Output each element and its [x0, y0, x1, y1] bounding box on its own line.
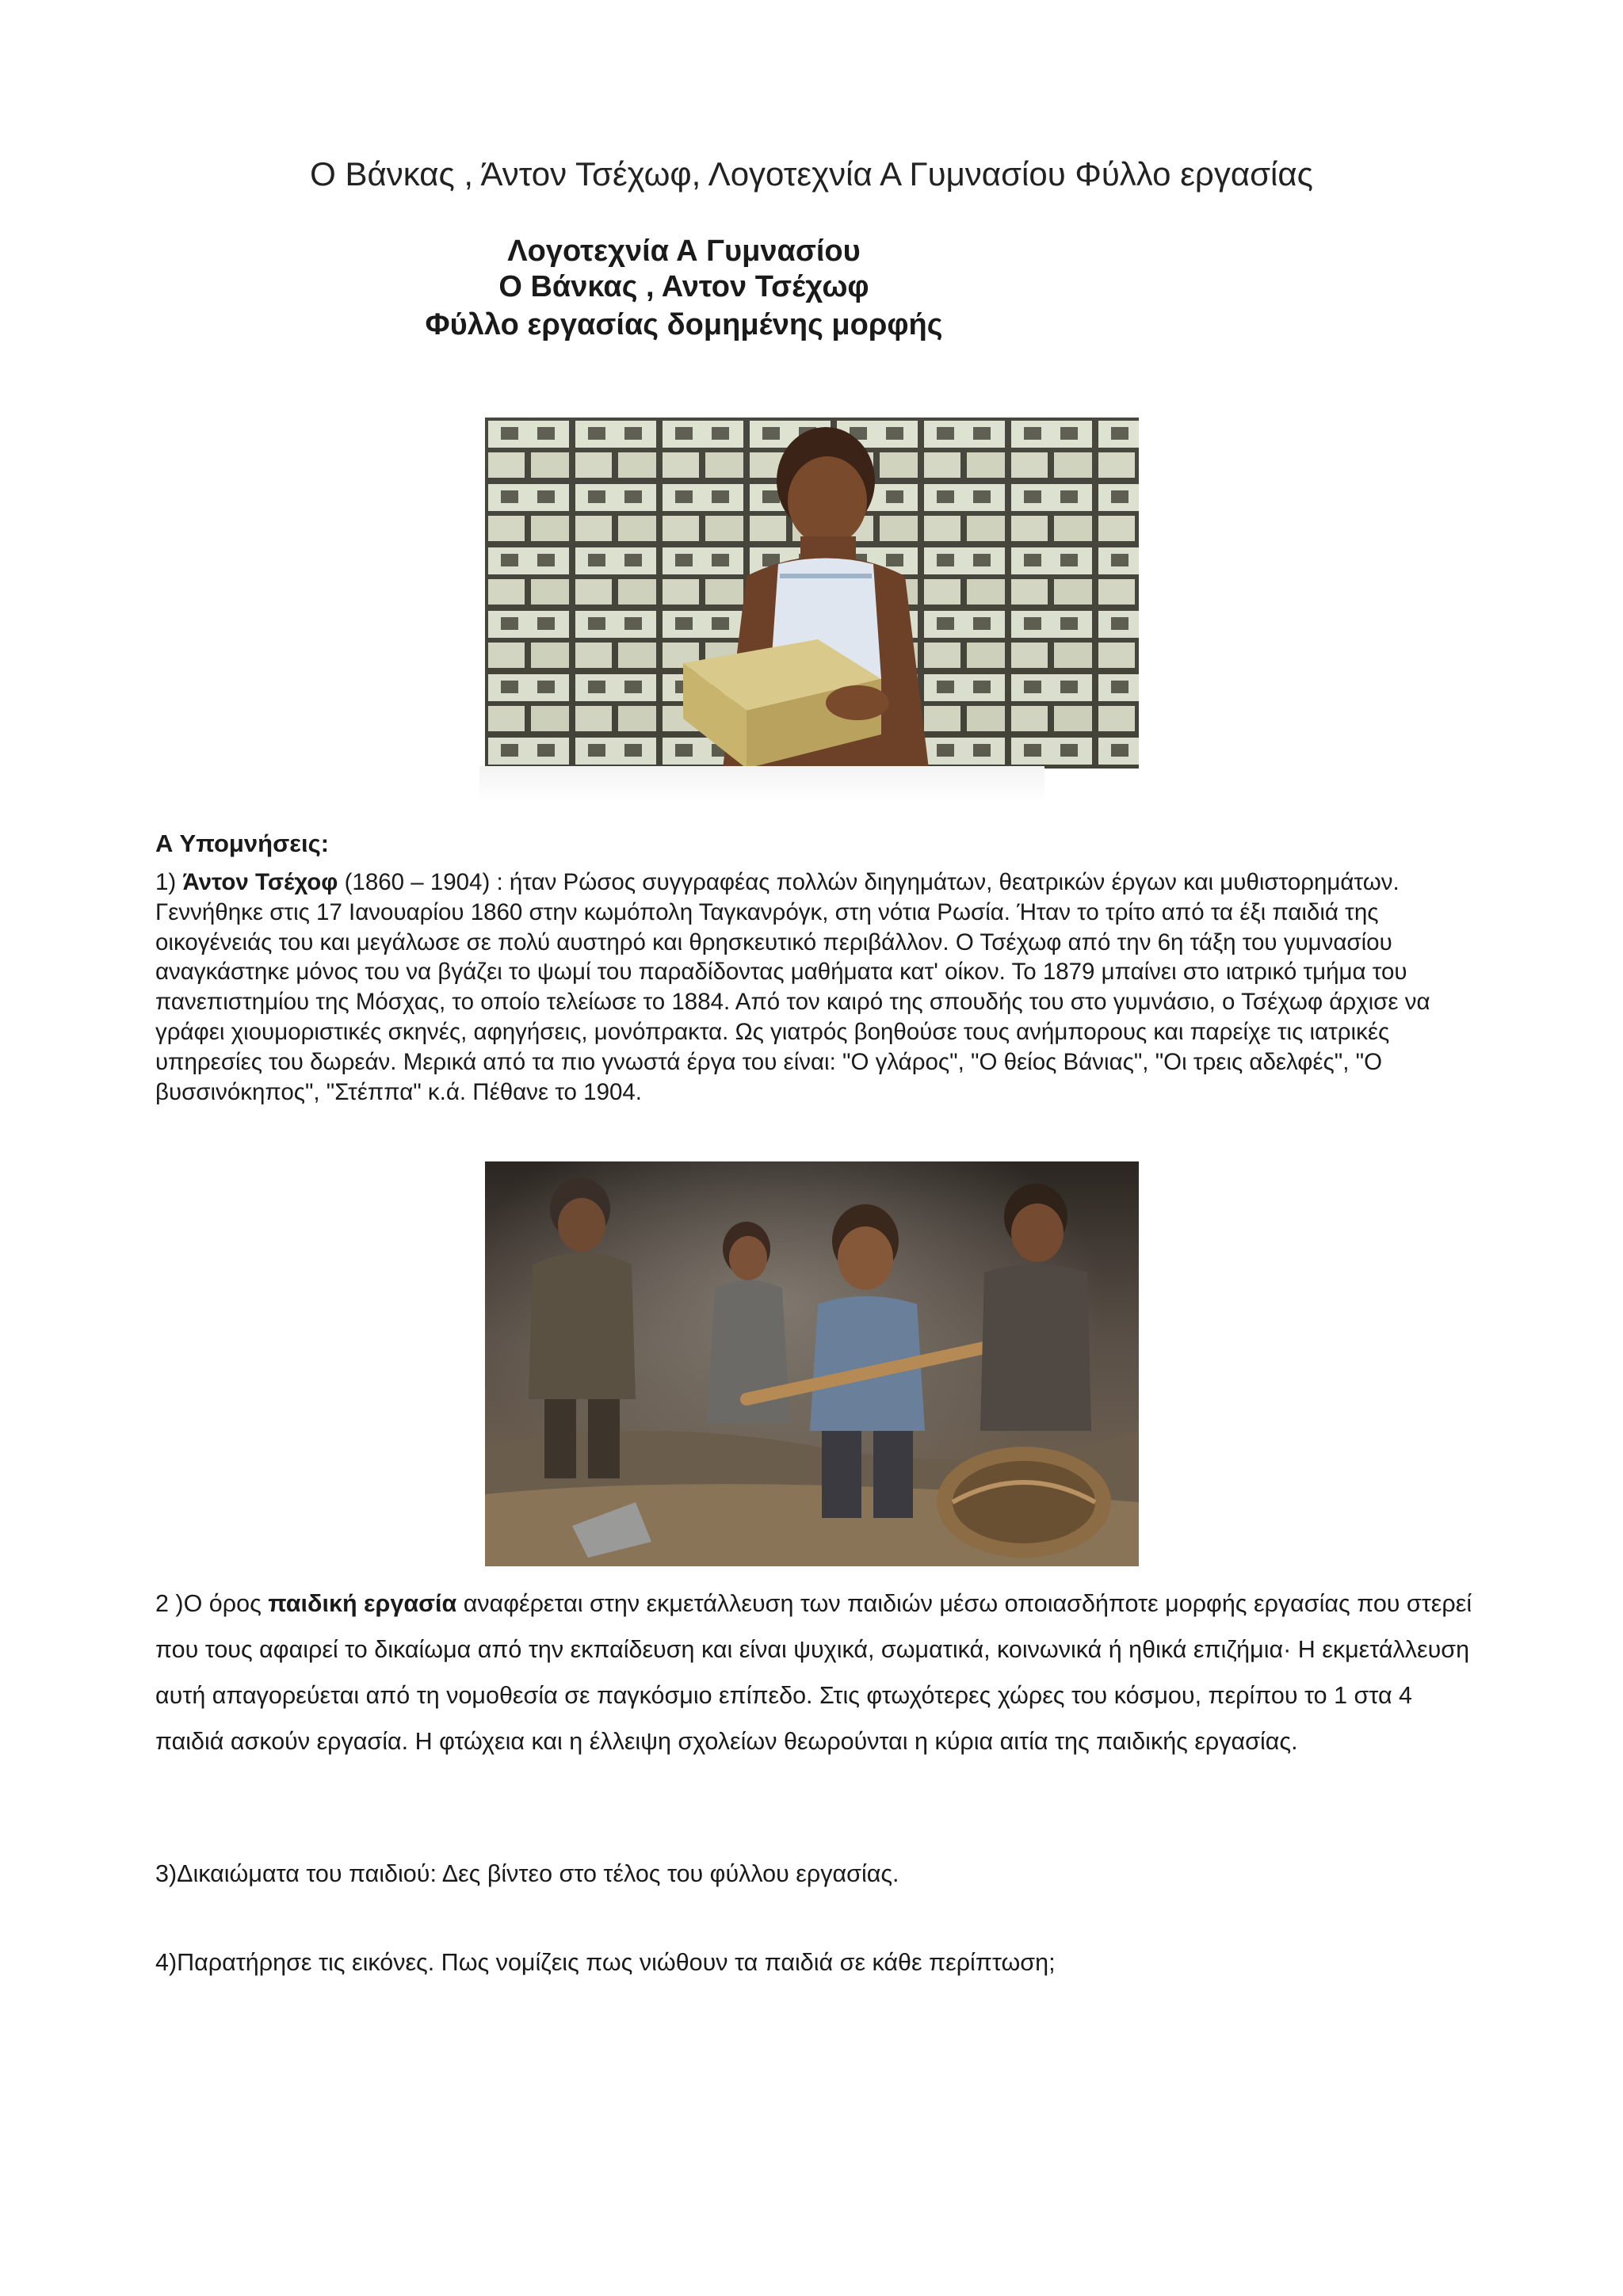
worksheet-type-heading: Φύλλο εργασίας δομημένης μορφής: [425, 308, 943, 341]
child-brick-photo: [485, 418, 1139, 769]
page-title: Ο Βάνκας , Άντον Τσέχωφ, Λογοτεχνία Α Γυμνασίου Φύλλο εργασίας: [310, 155, 1313, 193]
chekhov-biography-paragraph: [155, 868, 1439, 1107]
observe-images-question: 4)Παρατήρησε τις εικόνες. Πως νομίζεις πως νιώθουν τα παιδιά σε κάθε περίπτωση;: [155, 1949, 1056, 1976]
section-a-title: Α Υπομνήσεις:: [155, 830, 330, 857]
item2-number: 2 )Ο όρος: [155, 1590, 269, 1617]
child-labour-paragraph: [155, 1581, 1487, 1764]
item1-number: 1): [155, 869, 183, 895]
image-shadow: [479, 766, 1044, 804]
story-title-heading: Ο Βάνκας , Αντον Τσέχωφ: [498, 270, 869, 303]
item2-text: αναφέρεται στην εκμετάλλευση των παιδιών μέσω οποιασδήποτε μορφής εργασίας που στερεί που τους αφαιρεί το δικαίωμα από την εκπαίδευση και είναι ψυχικά, σωματικά, κοινωνικά ή ηθικά επιζήμια· Η εκμετάλλευση αυτή απαγορεύεται από τη νομοθεσία σε παγκόσμιο επίπεδο. Στις φτωχότερες χώρες του κόσμου, περίπου το 1 στα 4 παιδιά ασκούν εργασία. Η φτώχεια και η έλλειψη σχολείων θεωρούνται η κύρια αιτία της παιδικής εργασίας.: [155, 1590, 1472, 1755]
subject-heading: Λογοτεχνία Α Γυμνασίου: [507, 235, 861, 268]
children-working-photo: [485, 1161, 1139, 1566]
childrens-rights-item: 3)Δικαιώματα του παιδιού: Δες βίντεο στο τέλος του φύλλου εργασίας.: [155, 1860, 899, 1887]
item1-text: (1860 – 1904) : ήταν Ρώσος συγγραφέας πολλών διηγημάτων, θεατρικών έργων και μυθιστορημάτων. Γεννήθηκε στις 17 Ιανουαρίου 1860 στην κωμόπολη Ταγκανρόγκ, στη νότια Ρωσία. Ήταν το τρίτο από τα έξι παιδιά της οικογένειάς του και μεγάλωσε σε πολύ αυστηρό και θρησκευτικό περιβάλλον. Ο Τσέχωφ από την 6η τάξη του γυμνασίου αναγκάστηκε μόνος του να βγάζει το ψωμί του παραδίδοντας μαθήματα κατ' οίκον. Το 1879 μπαίνει στο ιατρικό τμήμα του πανεπιστημίου της Μόσχας, το οποίο τελείωσε το 1884. Από τον καιρό της σπουδής του στο γυμνάσιο, ο Τσέχωφ άρχισε να γράφει χιουμοριστικές σκηνές, αφηγήσεις, μονόπρακτα. Ως γιατρός βοηθούσε τους ανήμπορους και παρείχε τις ιατρικές υπηρεσίες του δωρεάν. Μερικά από τα πιο γνωστά έργα του είναι: "Ο γλάρος", "Ο θείος Βάνιας", "Οι τρεις αδελφές", "Ο βυσσινόκηπος", "Στέππα" κ.ά. Πέθανε το 1904.: [155, 869, 1430, 1105]
author-name: Άντον Τσέχοφ: [182, 869, 338, 895]
child-labour-term: παιδική εργασία: [268, 1590, 457, 1617]
